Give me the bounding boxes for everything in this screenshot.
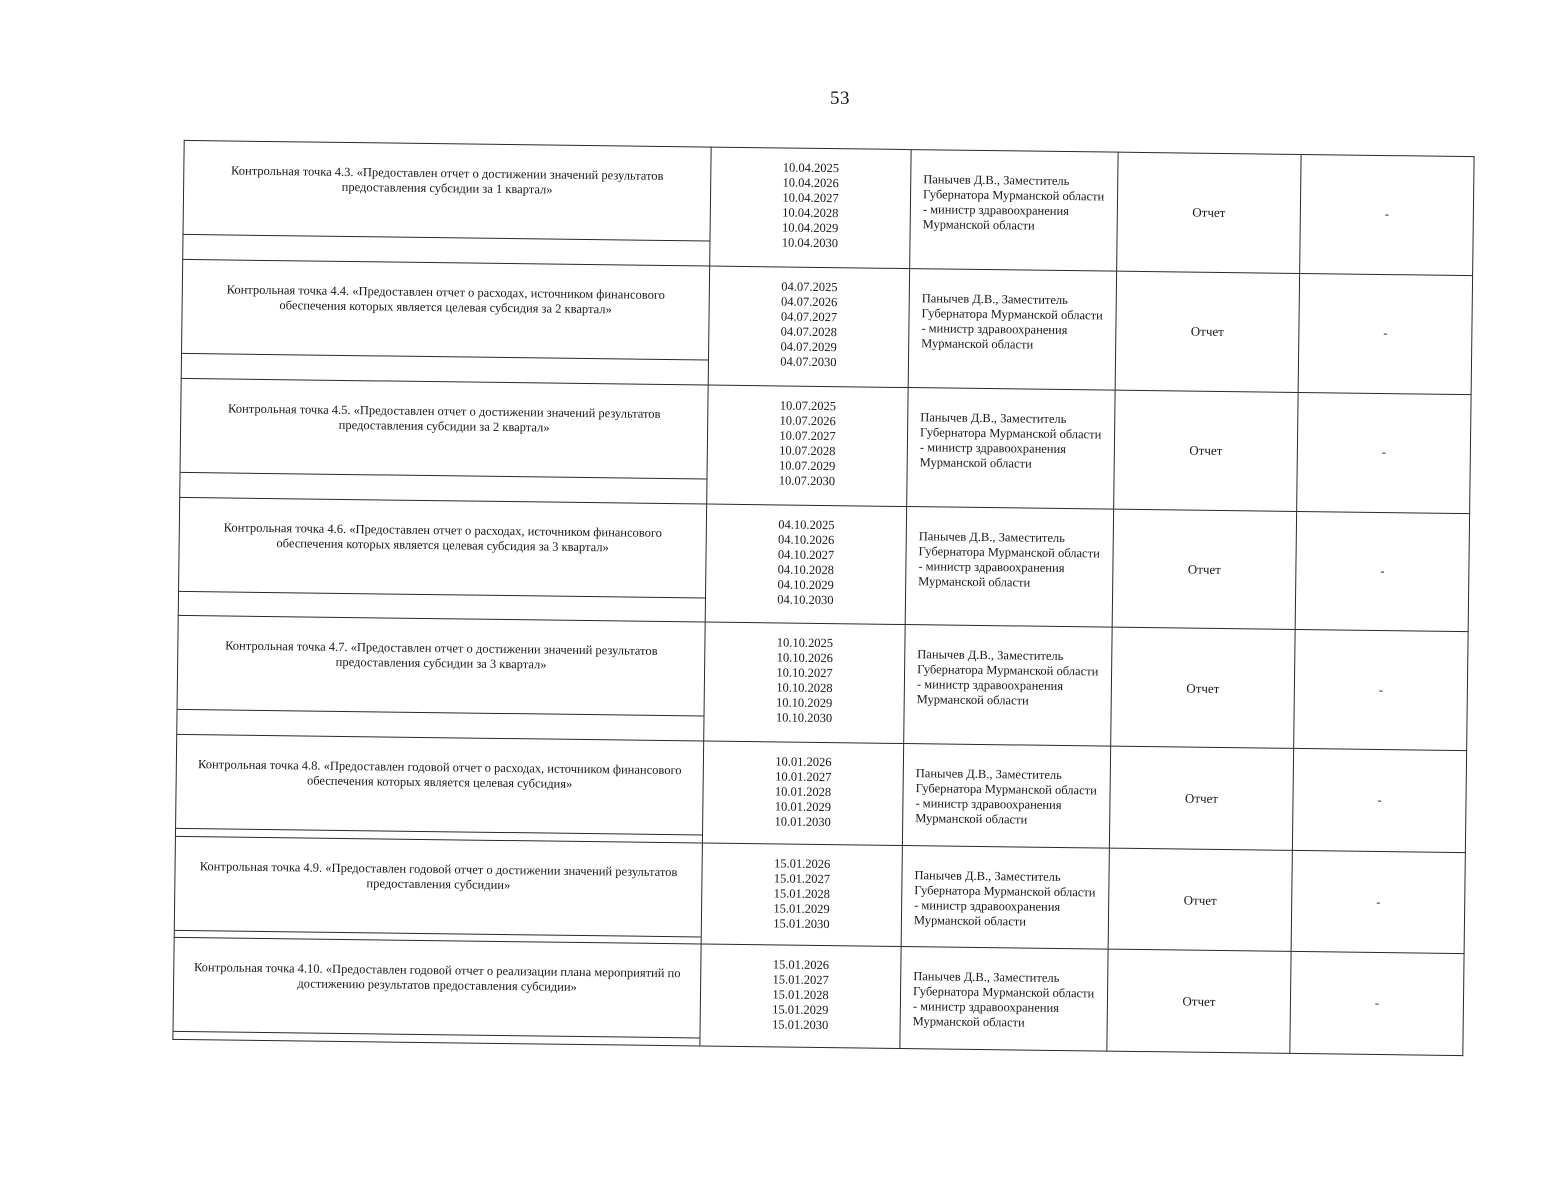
deadline-dates [700,944,901,1048]
deadline-date: 04.10.2029 [777,577,834,592]
deadline-date: 10.07.2026 [779,413,836,428]
responsible-person: Панычев Д.В., Заместитель Губернатора Мурманской области - министр здравоохранения Мурманской области [905,506,1113,627]
control-point-name [175,735,703,843]
inner-divider [179,590,705,598]
note-dash: - [1294,630,1468,751]
deadline-date: 10.10.2025 [776,635,834,651]
control-point-text: Контрольная точка 4.6. «Предоставлен отчет о расходах, источником финансового обеспечения которых является целевая субсидия за 3 квартал» [223,520,663,554]
control-point-text: Контрольная точка 4.10. «Предоставлен годовой отчет о реализации плана мероприятий по достижению результатов предоставления субсидии» [193,960,681,995]
table-row [183,140,1474,275]
deadline-date: 04.07.2025 [781,279,838,295]
control-point-name [173,938,701,1046]
inner-divider [173,1031,699,1039]
inner-divider [184,234,710,242]
note-dash: - [1295,511,1469,632]
deadline-dates [704,622,905,743]
note-dash: - [1292,749,1466,853]
note-dash: - [1297,392,1471,513]
control-point-text: Контрольная точка 4.9. «Предоставлен годовой отчет о достижении значений результатов предоставления субсидии» [199,859,678,892]
deadline-date: 10.07.2028 [779,443,836,458]
deadline-date: 10.07.2030 [778,473,836,488]
deadline-date: 10.04.2027 [782,190,839,206]
deadline-date: 15.01.2028 [772,987,829,1003]
control-points-table [172,140,1474,1056]
table-body [173,140,1474,1055]
deadline-date: 15.01.2030 [771,1017,829,1033]
table-row [175,735,1466,853]
deadline-dates [705,504,906,625]
deadline-date: 04.10.2030 [777,592,834,607]
table-row [174,836,1465,954]
control-point-name [183,140,711,265]
control-point-text: Контрольная точка 4.7. «Предоставлен отчет о достижении значений результатов предоставления субсидии за 3 квартал» [225,638,658,672]
document-type: Отчет [1117,152,1301,273]
scanned-table-wrapper [172,140,1473,1056]
deadline-date: 04.10.2026 [778,532,835,547]
deadline-date: 15.01.2028 [773,886,830,901]
document-type: Отчет [1112,509,1296,630]
deadline-date: 04.07.2029 [780,339,837,355]
deadline-date: 04.10.2028 [777,562,835,577]
deadline-date: 10.01.2026 [775,754,832,770]
deadline-date: 10.01.2027 [775,769,832,785]
control-point-text: Контрольная точка 4.3. «Предоставлен отчет о достижении значений результатов предоставления субсидии за 1 квартал» [231,163,664,197]
note-dash: - [1291,850,1465,954]
deadline-date: 04.10.2027 [777,547,835,562]
deadline-dates [701,843,902,947]
note-dash: - [1298,273,1472,394]
deadline-date: 04.10.2025 [778,517,835,532]
deadline-date: 10.04.2025 [782,160,840,176]
control-point-name [181,259,709,384]
deadline-date: 10.01.2028 [774,784,832,800]
deadline-date: 15.01.2029 [772,1002,829,1018]
deadline-date: 15.01.2030 [773,916,830,931]
deadline-date: 15.01.2026 [772,957,830,973]
control-point-name [177,616,705,741]
deadline-date: 10.10.2028 [776,680,833,696]
document-type: Отчет [1109,746,1293,850]
deadline-dates [710,147,911,268]
deadline-date: 10.10.2030 [775,710,833,726]
deadline-date: 04.07.2030 [780,354,837,370]
deadline-date: 10.04.2029 [781,220,839,236]
responsible-person: Панычев Д.В., Заместитель Губернатора Мурманской области - министр здравоохранения Мурманской области [908,268,1116,389]
table-row [177,616,1468,751]
note-dash: - [1290,952,1464,1056]
inner-divider [182,353,708,361]
deadline-date: 15.01.2029 [773,901,830,916]
control-point-text: Контрольная точка 4.8. «Предоставлен годовой отчет о расходах, источником финансового обеспечения которых является целевая субсидия» [197,757,682,792]
deadline-date: 10.01.2030 [774,814,831,830]
responsible-person: Панычев Д.В., Заместитель Губернатора Мурманской области - министр здравоохранения Мурманской области [904,625,1112,746]
document-type: Отчет [1115,271,1299,392]
document-type: Отчет [1107,950,1291,1054]
deadline-date: 15.01.2027 [773,871,831,886]
deadline-date: 10.10.2027 [776,665,833,681]
deadline-dates [707,385,908,506]
deadline-dates [702,741,903,845]
deadline-date: 10.10.2026 [776,650,833,666]
deadline-date: 15.01.2027 [772,972,829,988]
inner-divider [178,709,704,717]
document-type: Отчет [1114,390,1298,511]
deadline-date: 10.04.2026 [782,175,839,191]
deadline-date: 10.04.2028 [782,205,839,221]
document-type: Отчет [1111,628,1295,749]
inner-divider [175,930,701,938]
table-row [173,938,1464,1056]
responsible-person: Панычев Д.В., Заместитель Губернатора Мурманской области - министр здравоохранения Мурманской области [907,387,1115,508]
responsible-person: Панычев Д.В., Заместитель Губернатора Мурманской области - министр здравоохранения Мурманской области [902,744,1110,848]
note-dash: - [1300,154,1474,275]
table-row [178,497,1469,632]
responsible-person: Панычев Д.В., Заместитель Губернатора Мурманской области - министр здравоохранения Мурманской области [910,150,1118,271]
control-point-name [174,836,702,944]
deadline-date: 04.07.2027 [780,309,838,325]
deadline-date: 10.10.2029 [775,695,833,711]
table-row [181,259,1472,394]
page-number: 53 [830,88,850,109]
inner-divider [181,472,707,480]
deadline-date: 10.01.2029 [774,799,832,815]
control-point-text: Контрольная точка 4.4. «Предоставлен отчет о расходах, источником финансового обеспечения которых является целевая субсидия за 2 квартал» [226,282,666,317]
responsible-person: Панычев Д.В., Заместитель Губернатора Мурманской области - министр здравоохранения Мурманской области [901,845,1109,949]
control-point-name [178,497,706,622]
deadline-date: 04.07.2028 [780,324,838,340]
deadline-date: 15.01.2026 [773,856,831,871]
deadline-dates [708,266,909,387]
deadline-date: 10.04.2030 [781,235,839,251]
responsible-person: Панычев Д.В., Заместитель Губернатора Мурманской области - министр здравоохранения Мурманской области [900,947,1108,1051]
deadline-date: 10.07.2029 [778,458,836,473]
table-row [180,378,1471,513]
deadline-date: 10.07.2027 [779,428,836,443]
control-point-name [180,378,708,503]
inner-divider [176,828,702,836]
control-point-text: Контрольная точка 4.5. «Предоставлен отчет о достижении значений результатов предоставления субсидии за 2 квартал» [228,401,661,435]
document-type: Отчет [1108,848,1292,952]
deadline-date: 10.07.2025 [779,398,837,413]
deadline-date: 04.07.2026 [781,294,838,310]
